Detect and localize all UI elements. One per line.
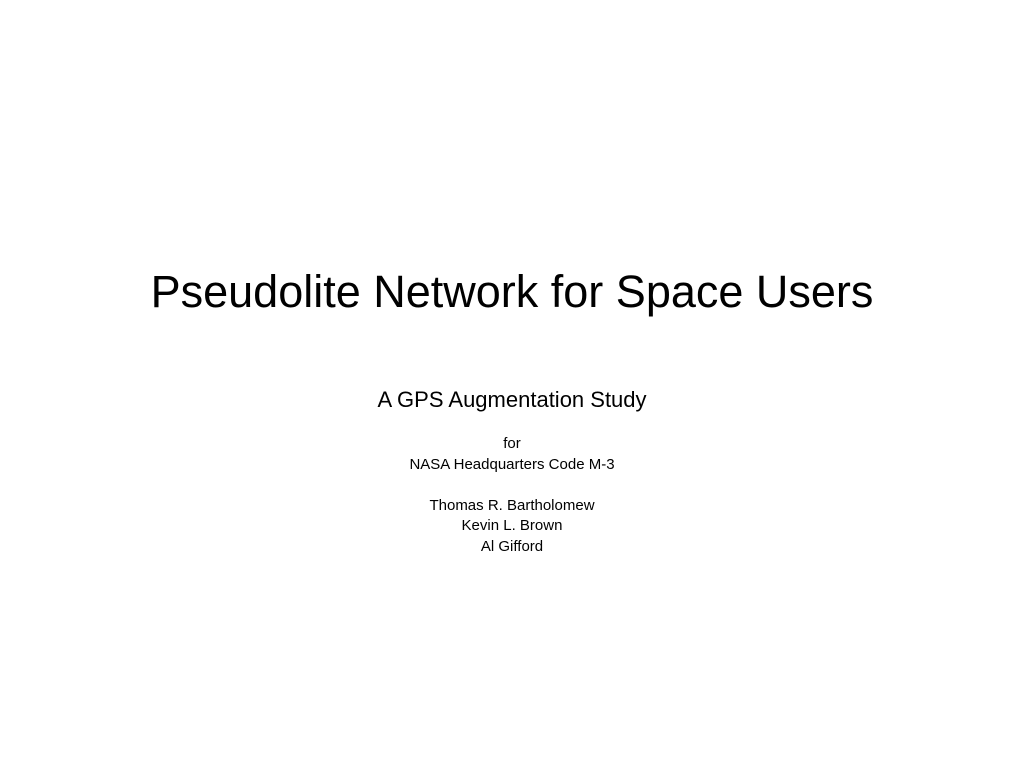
- organization: NASA Headquarters Code M-3: [409, 455, 615, 473]
- author-name: Kevin L. Brown: [461, 517, 563, 534]
- slide-details: [0, 434, 1024, 557]
- for-label: for: [503, 435, 521, 452]
- spacer: [0, 475, 1024, 496]
- author-name: Thomas R. Bartholomew: [429, 496, 595, 514]
- slide-title: Pseudolite Network for Space Users: [150, 266, 874, 317]
- slide-subtitle: A GPS Augmentation Study: [377, 387, 647, 412]
- author-name: Al Gifford: [480, 537, 544, 555]
